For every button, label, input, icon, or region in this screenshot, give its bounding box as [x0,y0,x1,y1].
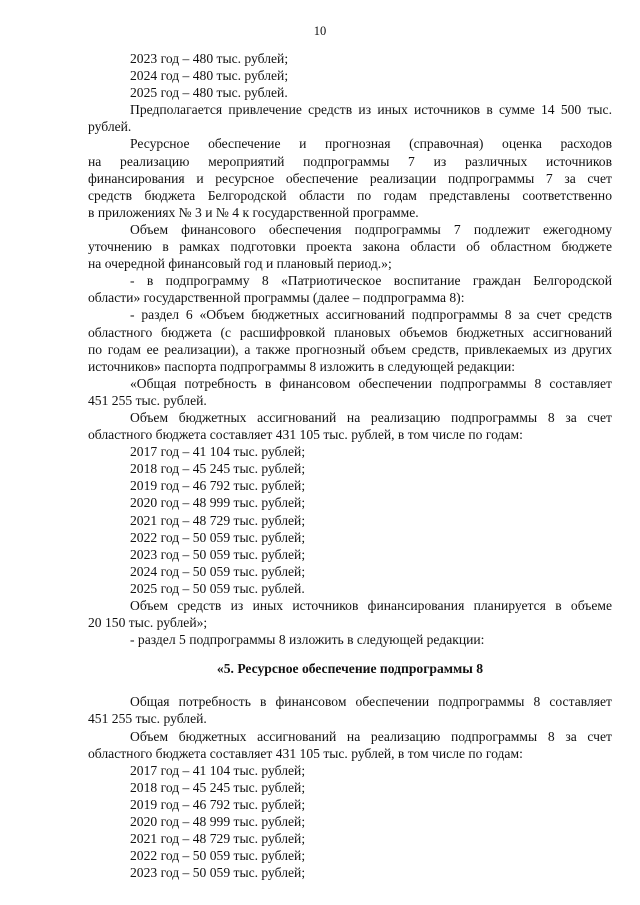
text-block-after-heading [88,693,612,881]
text-line: областного бюджета (с расшифровкой плановых объемов бюджетных ассигнований [88,324,612,340]
text-line: областного бюджета составляет 431 105 тыс. рублей, в том числе по годам: [88,427,523,443]
text-line: Ресурсное обеспечение и прогнозная (справочная) оценка расходов [130,136,612,152]
text-line: 2017 год – 41 104 тыс. рублей; [130,762,306,778]
text-line: 2023 год – 50 059 тыс. рублей; [130,546,306,562]
text-line: 2020 год – 48 999 тыс. рублей; [130,814,306,830]
text-line: 2025 год – 50 059 тыс. рублей. [130,580,305,596]
page-number: 10 [313,24,327,38]
text-line: 2022 год – 50 059 тыс. рублей; [130,848,306,864]
text-line: 2023 год – 50 059 тыс. рублей; [130,865,306,881]
text-line: 451 255 тыс. рублей. [88,711,207,727]
text-line: 20 150 тыс. рублей»; [88,615,208,631]
text-line: Предполагается привлечение средств из иных источников в сумме 14 500 тыс. [130,102,612,118]
text-line: 2023 год – 480 тыс. рублей; [130,51,289,66]
text-block-before-heading [88,50,612,648]
text-line: 2018 год – 45 245 тыс. рублей; [130,461,306,477]
document-body [88,50,612,881]
text-line: 2020 год – 48 999 тыс. рублей; [130,495,306,511]
text-line: области» государственной программы (далее – подпрограмма 8): [88,290,465,306]
text-line: 2018 год – 45 245 тыс. рублей; [130,779,306,795]
text-line: Общая потребность в финансовом обеспечении подпрограммы 8 составляет [130,694,612,710]
text-line: 451 255 тыс. рублей. [88,392,207,408]
text-line: рублей. [88,119,132,135]
section-heading: «5. Ресурсное обеспечение подпрограммы 8 [216,661,484,677]
text-line: Объем средств из иных источников финансирования планируется в объеме [130,598,612,613]
text-line: 2019 год – 46 792 тыс. рублей; [130,796,306,812]
text-line: 2024 год – 480 тыс. рублей; [130,68,289,84]
text-line: на очередной финансовый год и плановый период.»; [88,256,392,272]
text-line: - раздел 5 подпрограммы 8 изложить в следующей редакции: [130,632,485,648]
text-line: 2021 год – 48 729 тыс. рублей; [130,512,306,528]
text-line: «Общая потребность в финансовом обеспечении подпрограммы 8 составляет [130,375,612,391]
text-line: на реализацию мероприятий подпрограммы 7 из различных источников [88,153,612,169]
text-line: Объем бюджетных ассигнований на реализацию подпрограммы 8 за счет [130,409,612,425]
text-line: средств бюджета Белгородской области по годам представлены соответственно [88,187,612,203]
text-line: 2021 год – 48 729 тыс. рублей; [130,831,306,847]
text-line: 2024 год – 50 059 тыс. рублей; [130,563,306,579]
text-line: - раздел 6 «Объем бюджетных ассигнований подпрограммы 8 за счет средств [130,307,612,323]
text-line: по годам ее реализации), а также прогнозный объем средств, привлекаемых из других [88,341,612,357]
text-line: 2017 год – 41 104 тыс. рублей; [130,444,306,460]
text-line: областного бюджета составляет 431 105 тыс. рублей, в том числе по годам: [88,745,523,761]
text-line: Объем финансового обеспечения подпрограммы 7 подлежит ежегодному [130,221,612,237]
text-line: уточнению в рамках подготовки проекта закона области об областном бюджете [88,239,612,255]
text-line: 2019 год – 46 792 тыс. рублей; [130,478,306,494]
text-line: финансирования и ресурсное обеспечение реализации подпрограммы 7 за счет [88,170,612,186]
text-line: источников» паспорта подпрограммы 8 изложить в следующей редакции: [88,358,516,374]
text-line: 2025 год – 480 тыс. рублей. [130,85,288,101]
text-line: в приложениях № 3 и № 4 к государственной программе. [88,204,419,220]
text-line: 2022 год – 50 059 тыс. рублей; [130,529,306,545]
text-line: - в подпрограмму 8 «Патриотическое воспитание граждан Белгородской [130,273,612,289]
text-line: Объем бюджетных ассигнований на реализацию подпрограммы 8 за счет [130,728,612,744]
